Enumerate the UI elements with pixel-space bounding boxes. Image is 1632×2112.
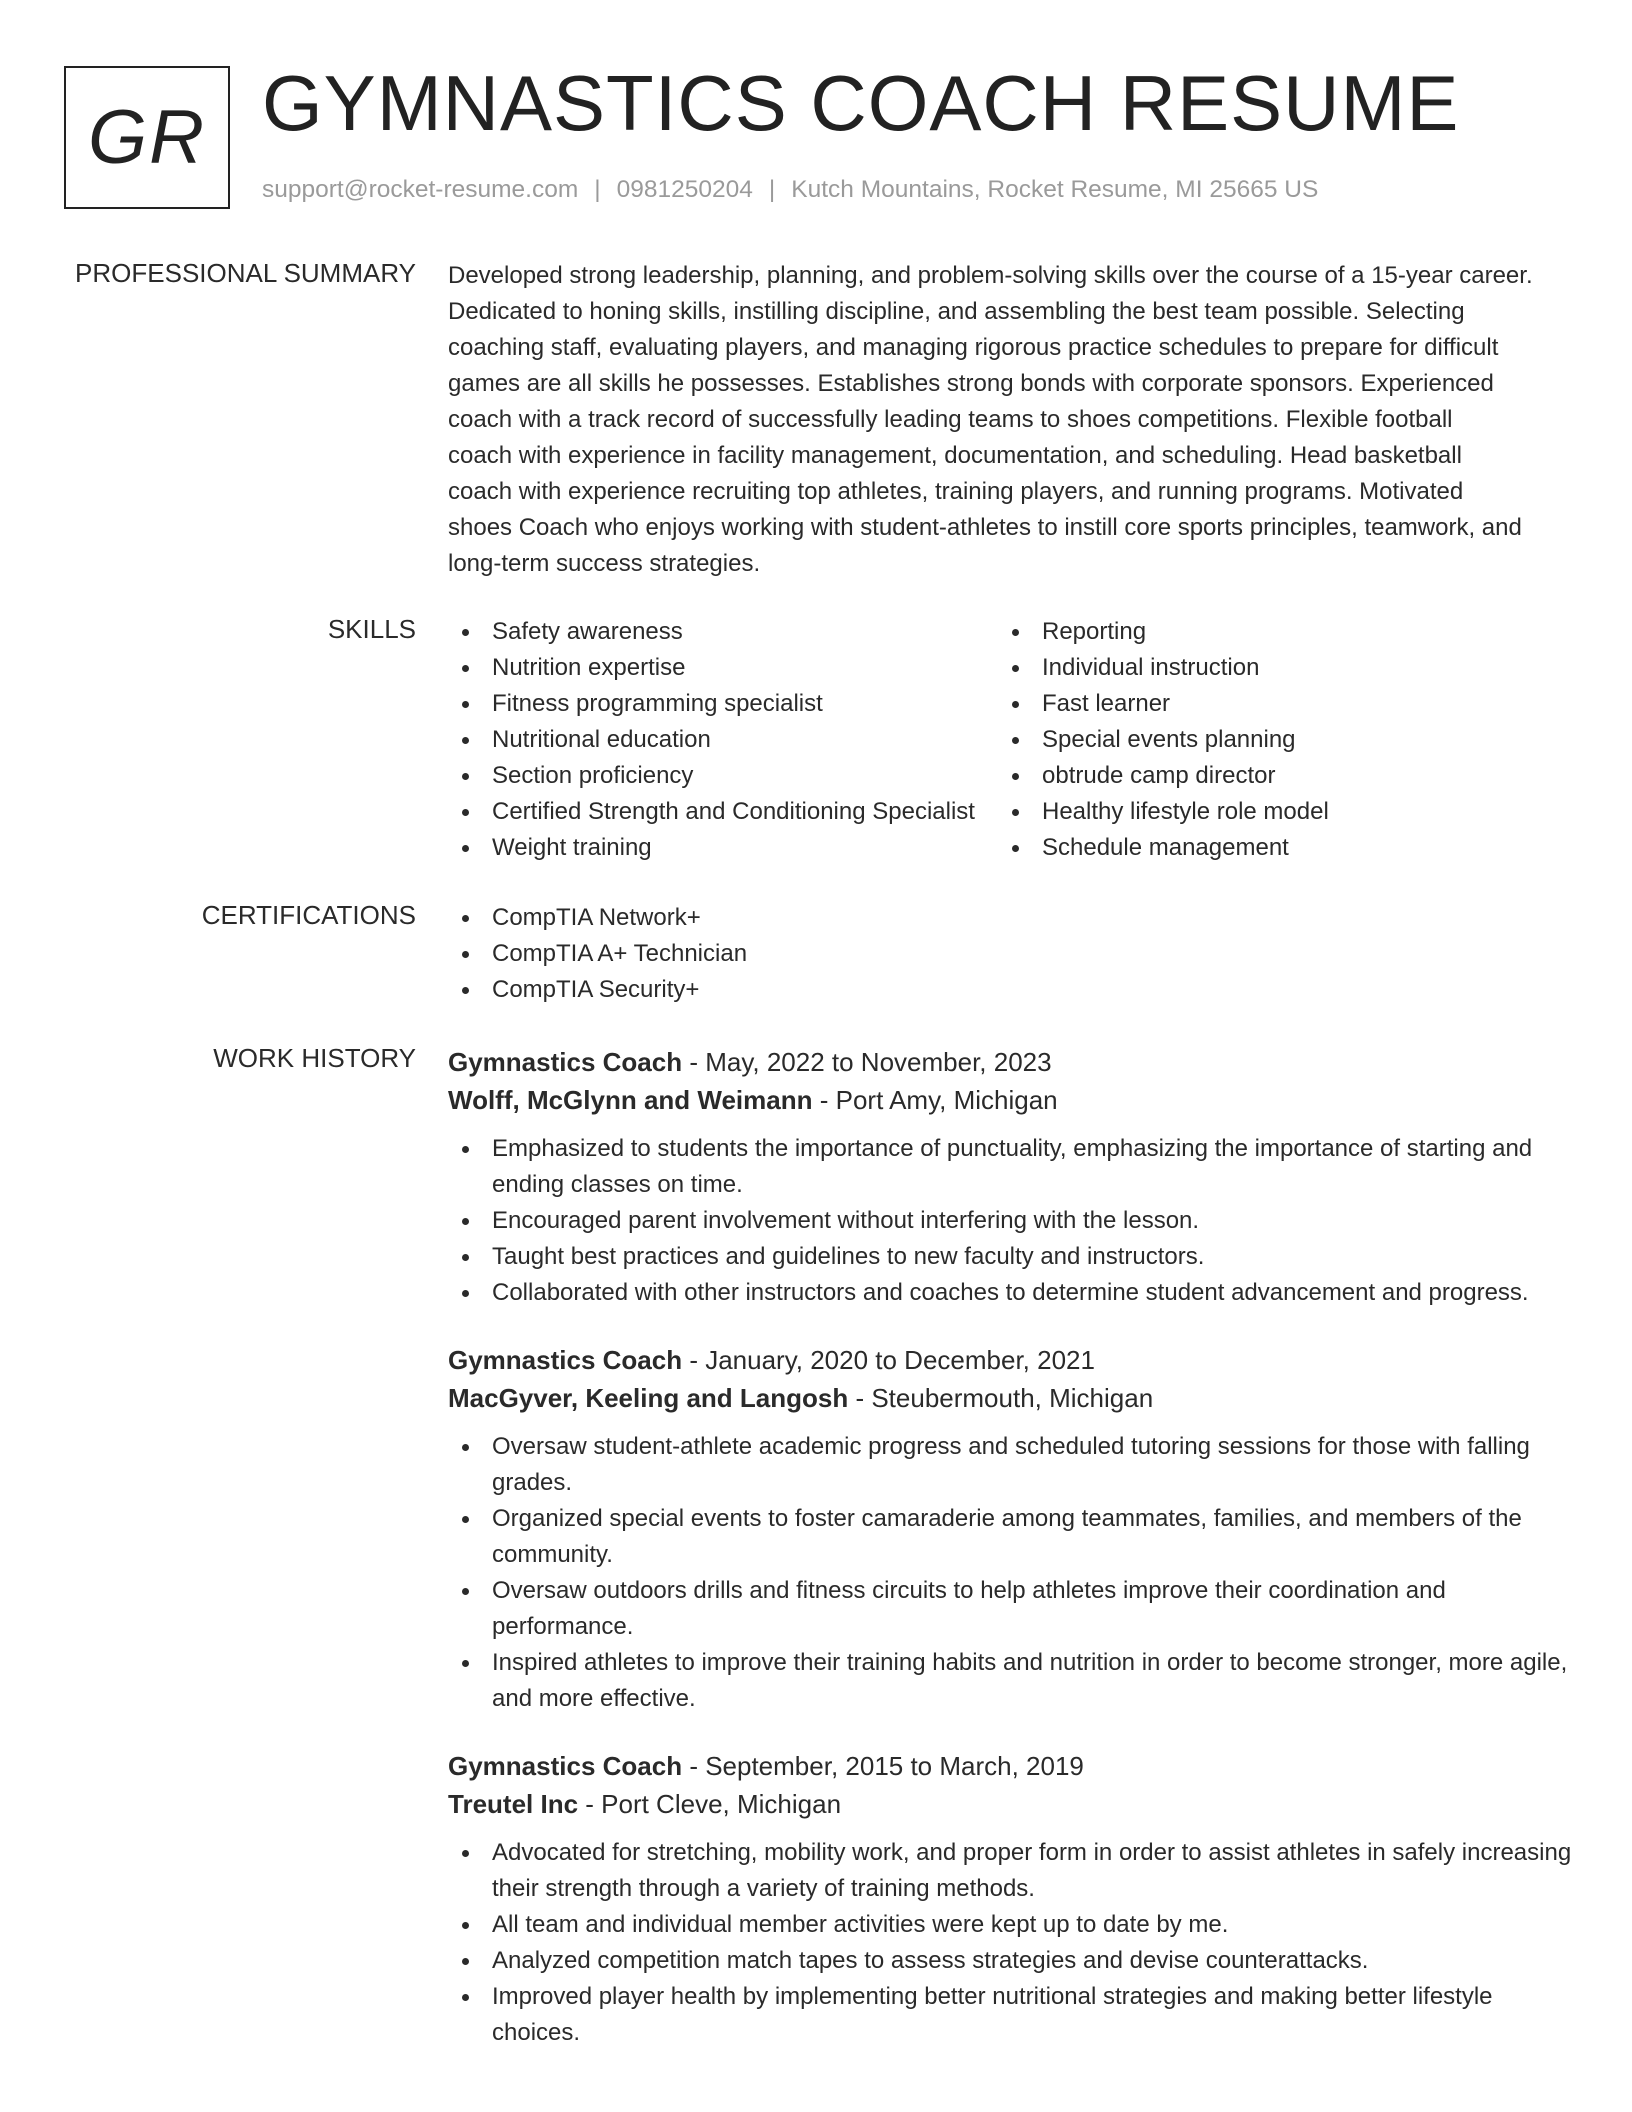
job-title: Gymnastics Coach bbox=[448, 1751, 683, 1781]
certifications-list bbox=[448, 900, 1572, 1008]
contact-address: Kutch Mountains, Rocket Resume, MI 25665 US bbox=[791, 176, 1319, 203]
job-duty-item: Collaborated with other instructors and coaches to determine student advancement and progress. bbox=[448, 1275, 1572, 1311]
skill-item: Reporting bbox=[998, 614, 1548, 650]
job-entry bbox=[448, 1043, 1572, 1311]
job-title-line bbox=[448, 1043, 1572, 1081]
job-title: Gymnastics Coach bbox=[448, 1345, 683, 1375]
job-duties bbox=[448, 1429, 1572, 1717]
job-duty-item: Improved player health by implementing better nutritional strategies and making better lifestyle choices. bbox=[448, 1979, 1572, 2051]
skills-label: SKILLS bbox=[327, 614, 416, 644]
job-dates: - September, 2015 to March, 2019 bbox=[682, 1751, 1084, 1781]
job-duty-item: Oversaw outdoors drills and fitness circuits to help athletes improve their coordination and performance. bbox=[448, 1573, 1572, 1645]
certification-item: CompTIA Security+ bbox=[448, 972, 1572, 1008]
job-title-line bbox=[448, 1747, 1572, 1785]
job-duty-item: Organized special events to foster camaraderie among teammates, families, and members of the community. bbox=[448, 1501, 1572, 1573]
resume-title: GYMNASTICS COACH RESUME bbox=[262, 59, 1460, 147]
certifications-label: CERTIFICATIONS bbox=[201, 900, 416, 930]
job-location: - Port Amy, Michigan bbox=[812, 1085, 1058, 1115]
skill-item: Schedule management bbox=[998, 830, 1548, 866]
job-company-line bbox=[448, 1081, 1572, 1119]
summary-line: coach with a track record of successfully leading teams to shoes competitions. Flexible football bbox=[448, 406, 1453, 433]
contact-separator: | bbox=[594, 176, 601, 203]
skill-item: Certified Strength and Conditioning Specialist bbox=[448, 794, 998, 830]
skill-item: Nutrition expertise bbox=[448, 650, 998, 686]
work-history-list bbox=[448, 1043, 1572, 2051]
skill-item: Special events planning bbox=[998, 722, 1548, 758]
skill-item: Nutritional education bbox=[448, 722, 998, 758]
job-duty-item: Taught best practices and guidelines to new faculty and instructors. bbox=[448, 1239, 1572, 1275]
job-duty-item: Advocated for stretching, mobility work, and proper form in order to assist athletes in safely increasing their strength through a variety of training methods. bbox=[448, 1835, 1572, 1907]
job-company: Treutel Inc bbox=[448, 1789, 579, 1819]
job-title-line bbox=[448, 1341, 1572, 1379]
job-duty-item: Encouraged parent involvement without interfering with the lesson. bbox=[448, 1203, 1572, 1239]
work-history-label: WORK HISTORY bbox=[213, 1043, 416, 1073]
contact-email: support@rocket-resume.com bbox=[262, 176, 579, 203]
skill-item: Individual instruction bbox=[998, 650, 1548, 686]
skill-item: Fast learner bbox=[998, 686, 1548, 722]
contact-separator: | bbox=[768, 176, 776, 203]
job-company-line bbox=[448, 1785, 1572, 1823]
summary-line: long-term success strategies. bbox=[448, 550, 761, 577]
job-entry bbox=[448, 1747, 1572, 2051]
job-title: Gymnastics Coach bbox=[448, 1047, 683, 1077]
skill-item: Section proficiency bbox=[448, 758, 998, 794]
certification-item: CompTIA A+ Technician bbox=[448, 936, 1572, 972]
skills-list bbox=[448, 614, 1572, 866]
certification-item: CompTIA Network+ bbox=[448, 900, 1572, 936]
summary-line: games are all skills he possesses. Establishes strong bonds with corporate sponsors. Experienced bbox=[448, 370, 1494, 397]
summary-line: coaching staff, evaluating players, and managing rigorous practice schedules to prepare for difficult bbox=[448, 334, 1499, 361]
skills-column-left bbox=[448, 614, 998, 866]
summary-line: coach with experience in facility management, documentation, and scheduling. Head basketball bbox=[448, 442, 1462, 469]
contact-line bbox=[262, 176, 1318, 204]
monogram-badge: GR bbox=[64, 66, 230, 209]
summary-line: Developed strong leadership, planning, and problem-solving skills over the course of a 15-year career. bbox=[448, 262, 1533, 289]
job-company: MacGyver, Keeling and Langosh bbox=[448, 1383, 849, 1413]
summary-line: coach with experience recruiting top athletes, training players, and running programs. Motivated bbox=[448, 478, 1464, 505]
job-duty-item: Oversaw student-athlete academic progress and scheduled tutoring sessions for those with falling grades. bbox=[448, 1429, 1572, 1501]
job-dates: - May, 2022 to November, 2023 bbox=[682, 1047, 1052, 1077]
job-location: - Steubermouth, Michigan bbox=[848, 1383, 1154, 1413]
job-duty-item: Inspired athletes to improve their training habits and nutrition in order to become stronger, more agile, and more effective. bbox=[448, 1645, 1572, 1717]
summary-label: PROFESSIONAL SUMMARY bbox=[75, 258, 416, 288]
job-duties bbox=[448, 1131, 1572, 1311]
summary-text bbox=[448, 258, 1572, 582]
job-dates: - January, 2020 to December, 2021 bbox=[682, 1345, 1095, 1375]
job-company-line bbox=[448, 1379, 1572, 1417]
skills-column-right bbox=[998, 614, 1548, 866]
skill-item: Healthy lifestyle role model bbox=[998, 794, 1548, 830]
skill-item: Safety awareness bbox=[448, 614, 998, 650]
summary-line: shoes Coach who enjoys working with student-athletes to instill core sports principles, teamwork, and bbox=[448, 514, 1522, 541]
job-duty-item: All team and individual member activities were kept up to date by me. bbox=[448, 1907, 1572, 1943]
job-company: Wolff, McGlynn and Weimann bbox=[448, 1085, 813, 1115]
job-duties bbox=[448, 1835, 1572, 2051]
job-duty-item: Emphasized to students the importance of punctuality, emphasizing the importance of starting and ending classes on time. bbox=[448, 1131, 1572, 1203]
contact-phone: 0981250204 bbox=[616, 176, 753, 203]
job-location: - Port Cleve, Michigan bbox=[578, 1789, 842, 1819]
job-duty-item: Analyzed competition match tapes to assess strategies and devise counterattacks. bbox=[448, 1943, 1572, 1979]
skill-item: obtrude camp director bbox=[998, 758, 1548, 794]
summary-line: Dedicated to honing skills, instilling discipline, and assembling the best team possible. Selecting bbox=[448, 298, 1465, 325]
job-entry bbox=[448, 1341, 1572, 1717]
skill-item: Weight training bbox=[448, 830, 998, 866]
skill-item: Fitness programming specialist bbox=[448, 686, 998, 722]
